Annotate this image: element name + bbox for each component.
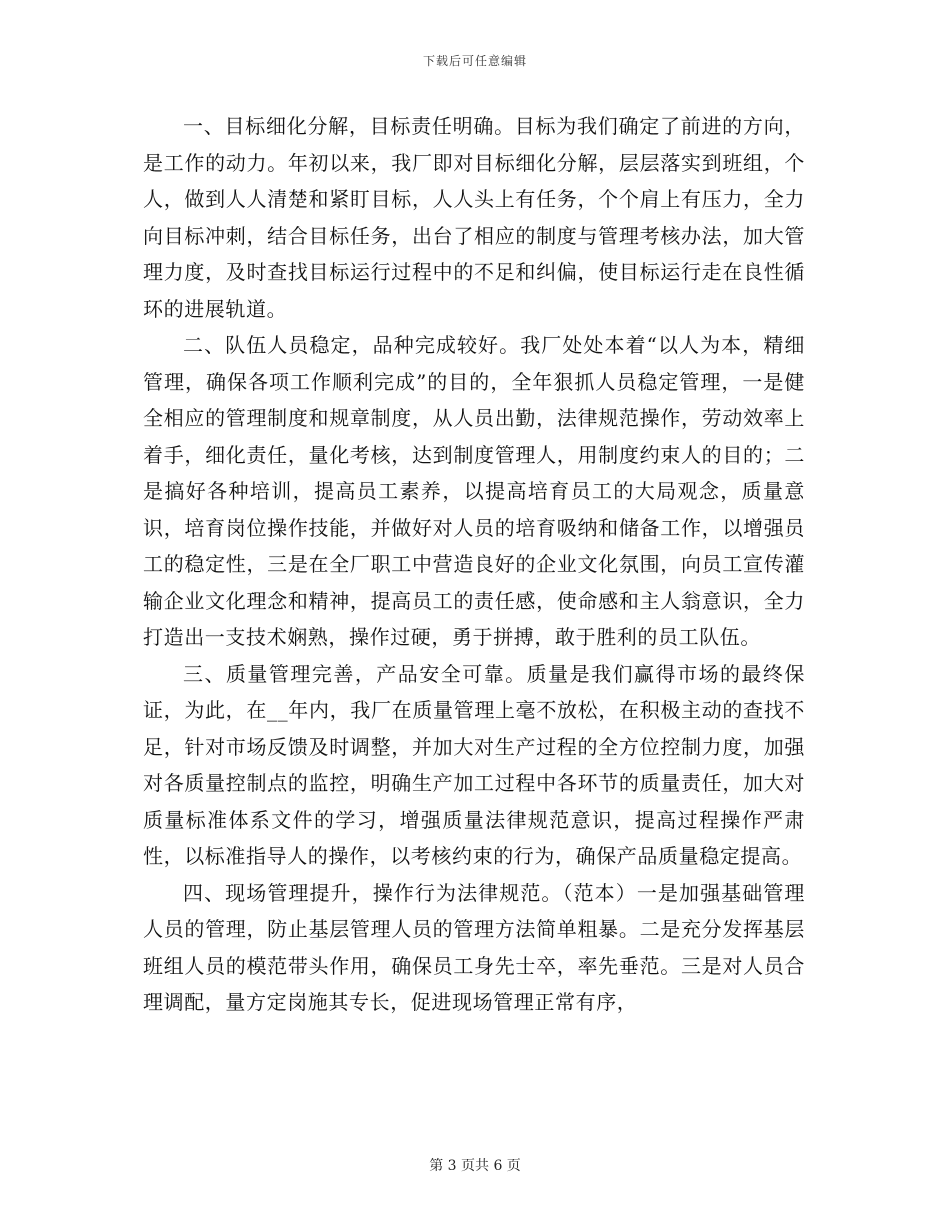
page-footer-page-number: 第 3 页共 6 页 (429, 1158, 521, 1174)
paragraph-quality-management: 三、质量管理完善，产品安全可靠。质量是我们赢得市场的最终保证，为此，在__年内，我厂在质量管理上毫不放松，在积极主动的查找不足，针对市场反馈及时调整，并加大对生产过程的全方位控制力度，加强对各质量控制点的监控，明确生产加工过程中各环节的质量责任，加大对质量标准体系文件的学习，增强质量法律规范意识，提高过程操作严肃性，以标准指导人的操作，以考核约束的行为，确保产品质量稳定提高。 (143, 661, 805, 868)
paragraph-goal-decomposition: 一、目标细化分解，目标责任明确。目标为我们确定了前进的方向，是工作的动力。年初以来，我厂即对目标细化分解，层层落实到班组，个人，做到人人清楚和紧盯目标，人人头上有任务，个个肩上有压力，全力向目标冲刺，结合目标任务，出台了相应的制度与管理考核办法，加大管理力度，及时查找目标运行过程中的不足和纠偏，使目标运行走在良性循环的进展轨道。 (143, 114, 805, 321)
document-body (143, 108, 805, 1021)
paragraph-site-management: 四、现场管理提升，操作行为法律规范。（范本）一是加强基础管理人员的管理，防止基层管理人员的管理方法简单粗暴。二是充分发挥基层班组人员的模范带头作用，确保员工身先士卒，率先垂范。三是对人员合理调配，量方定岗施其专长，促进现场管理正常有序， (143, 880, 805, 1014)
paragraph-staff-stability: 二、队伍人员稳定，品种完成较好。我厂处处本着“以人为本，精细管理，确保各项工作顺利完成”的目的，全年狠抓人员稳定管理，一是健全相应的管理制度和规章制度，从人员出勤，法律规范操作，劳动效率上着手，细化责任，量化考核，达到制度管理人，用制度约束人的目的；二是搞好各种培训，提高员工素养，以提高培育员工的大局观念，质量意识，培育岗位操作技能，并做好对人员的培育吸纳和储备工作，以增强员工的稳定性，三是在全厂职工中营造良好的企业文化氛围，向员工宣传灌输企业文化理念和精神，提高员工的责任感，使命感和主人翁意识，全力打造出一支技术娴熟，操作过硬，勇于拼搏，敢于胜利的员工队伍。 (143, 333, 805, 649)
page-header: 下载后可任意编辑 (422, 54, 527, 68)
